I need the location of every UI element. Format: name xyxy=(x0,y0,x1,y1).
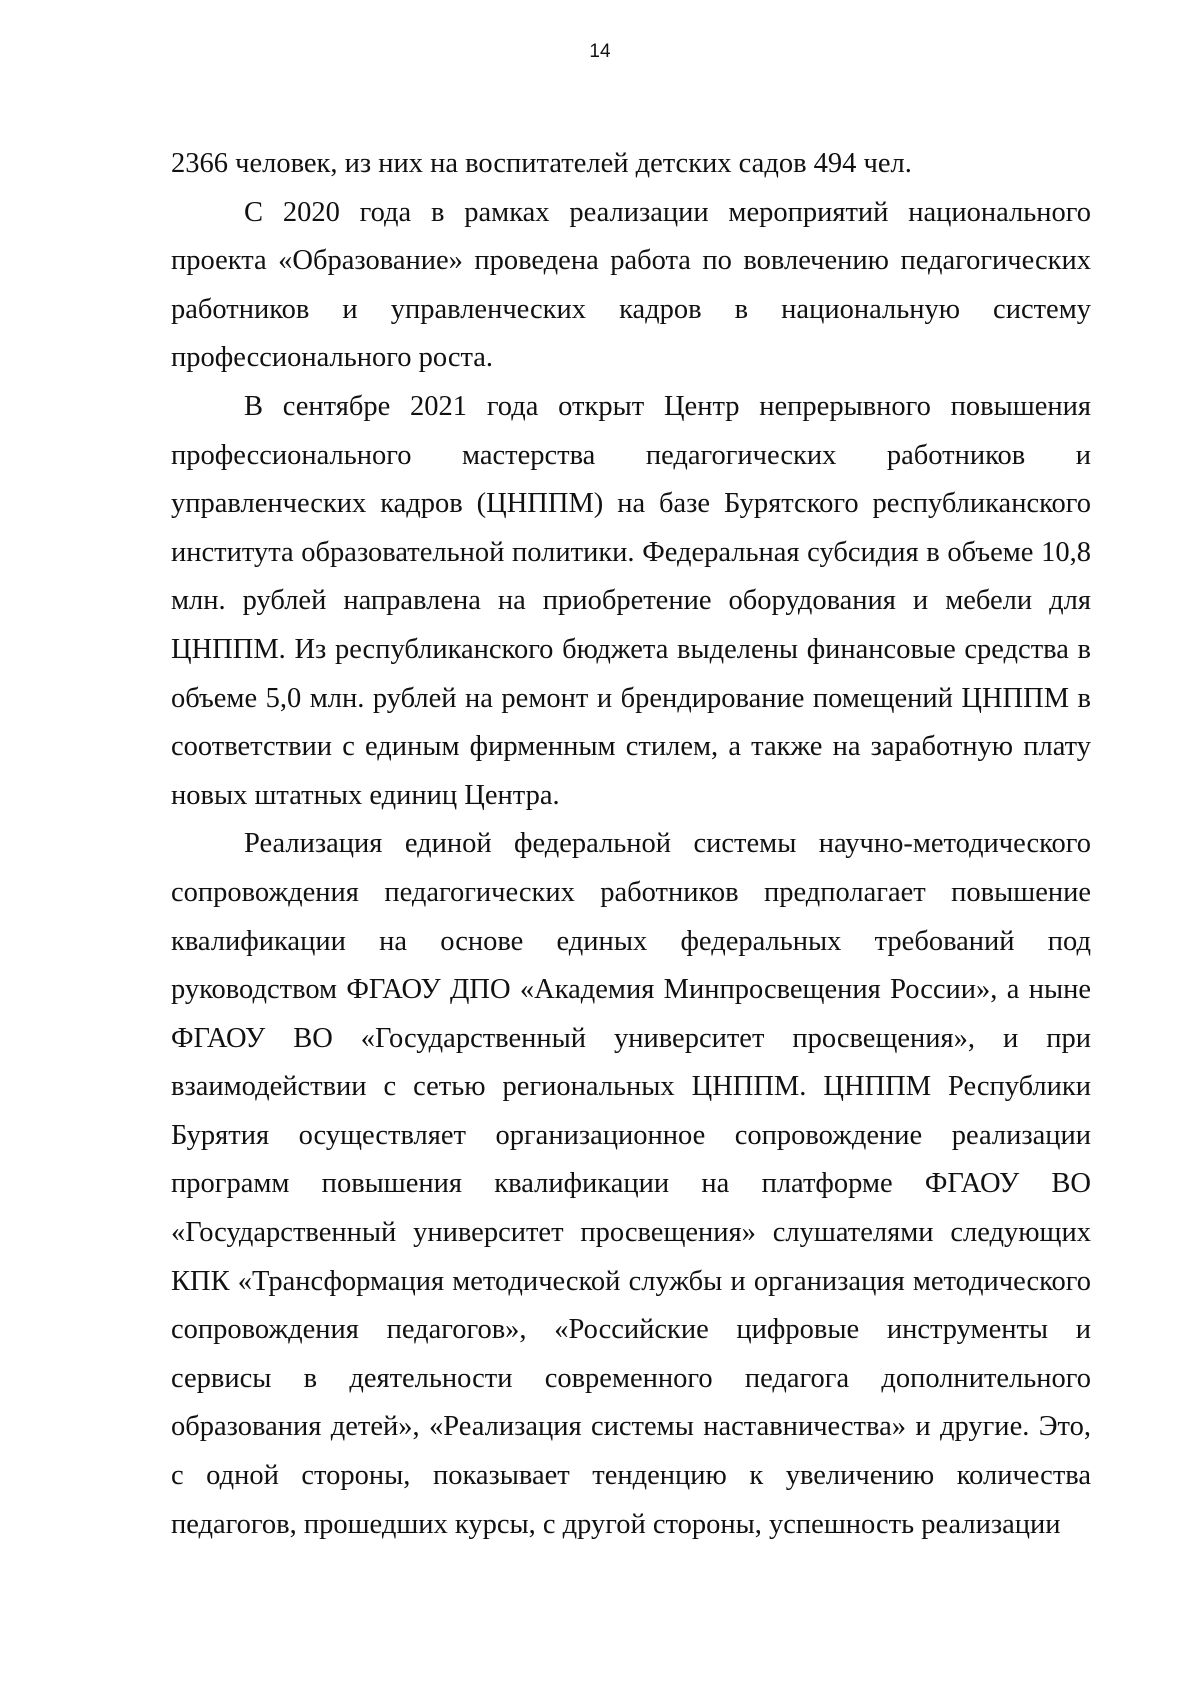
paragraph-center-opening: В сентябре 2021 года открыт Центр непрерывного повышения профессионального мастерства педагогических работников и управленческих кадров (ЦНППМ) на базе Бурятского республиканского института образовательной политики. Федеральная субсидия в объеме 10,8 млн. рублей направлена на приобретение оборудования и мебели для ЦНППМ. Из республиканского бюджета выделены финансовые средства в объеме 5,0 млн. рублей на ремонт и брендирование помещений ЦНППМ в соответствии с единым фирменным стилем, а также на заработную плату новых штатных единиц Центра. xyxy=(171,390,1091,811)
paragraph-federal-system: Реализация единой федеральной системы научно-методического сопровождения педагогических работников предполагает повышение квалификации на основе единых федеральных требований под руководством ФГАОУ ДПО «Академия Минпросвещения России», а ныне ФГАОУ ВО «Государственный университет просвещения», и при взаимодействии с сетью региональных ЦНППМ. ЦНППМ Республики Бурятия осуществляет организационное сопровождение реализации программ повышения квалификации на платформе ФГАОУ ВО «Государственный университет просвещения» слушателями следующих КПК «Трансформация методической службы и организация методического сопровождения педагогов», «Российские цифровые инструменты и сервисы в деятельности современного педагога дополнительного образования детей», «Реализация системы наставничества» и другие. Это, с одной стороны, показывает тенденцию к увеличению количества педагогов, прошедших курсы, с другой стороны, успешность реализации xyxy=(171,828,1091,1540)
paragraph-continuation: 2366 человек, из них на воспитателей детских садов 494 чел. xyxy=(171,148,912,179)
page-number: 14 xyxy=(589,41,611,62)
paragraph-national-project: С 2020 года в рамках реализации мероприятий национального проекта «Образование» проведена работа по вовлечению педагогических работников и управленческих кадров в национальную систему профессионального роста. xyxy=(171,196,1091,374)
document-body xyxy=(171,140,1091,1549)
